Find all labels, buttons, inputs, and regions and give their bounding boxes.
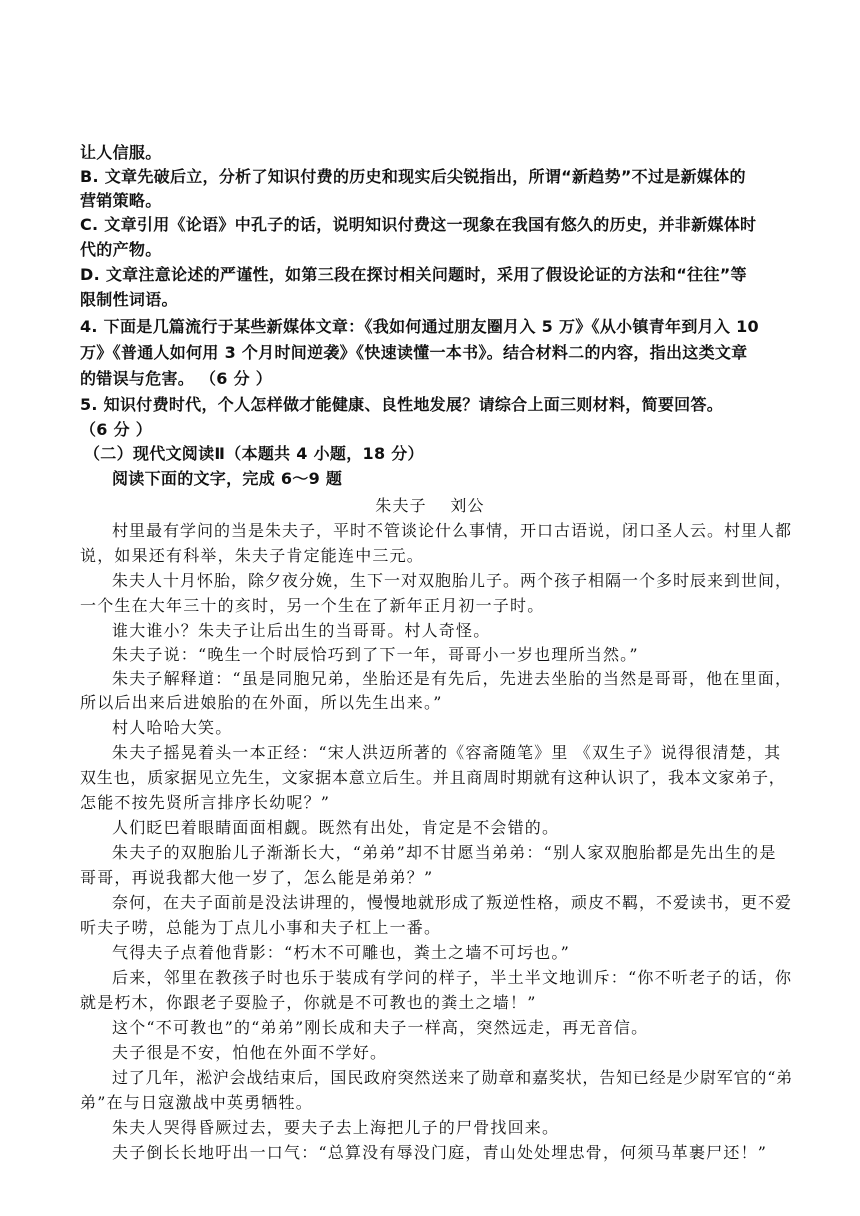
paragraph-line: 朱夫子摇晃着头一本正经：“宋人洪迈所著的《容斋随笔》里 《双生子》说得很清楚，其 xyxy=(112,743,782,762)
article-title: 朱夫子 刘公 xyxy=(375,496,485,515)
text-line: （6 分 ） xyxy=(80,420,153,439)
text-line: 万》《普通人如何用 3 个月时间逆袭》《快速读懂一本书》。结合材料二的内容，指出这类文章 xyxy=(80,343,748,362)
paragraph-line: 就是朽木，你跟老子耍脸子，你就是不可教也的粪土之墙！” xyxy=(80,993,537,1012)
paragraph-line: 过了几年，淞沪会战结束后，国民政府突然送来了勋章和嘉奖状，告知已经是少尉军官的“弟 xyxy=(112,1068,793,1087)
question-4-line: 4. 下面是几篇流行于某些新媒体文章：《我如何通过朋友圈月入 5 万》《从小镇青年到月入 10 xyxy=(80,317,759,336)
instructions: 阅读下面的文字，完成 6～9 题 xyxy=(112,469,343,488)
text-line: 的错误与危害。 （6 分 ） xyxy=(80,369,273,388)
paragraph-line: 说，如果还有科举，朱夫子肯定能连中三元。 xyxy=(80,546,425,565)
paragraph-line: 奈何，在夫子面前是没法讲理的，慢慢地就形成了叛逆性格，顽皮不羁，不爱读书，更不爱 xyxy=(112,893,793,912)
paragraph-line: 村人哈哈大笑。 xyxy=(112,718,233,737)
paragraph-line: 怎能不按先贤所言排序长幼呢？” xyxy=(80,793,331,812)
option-b-line: B. 文章先破后立，分析了知识付费的历史和现实后尖锐指出，所谓“新趋势”不过是新媒体的 xyxy=(80,167,746,186)
paragraph-line: 朱夫人十月怀胎，除夕夜分娩，生下一对双胞胎儿子。两个孩子相隔一个多时辰来到世间， xyxy=(112,571,793,590)
text-line: 营销策略。 xyxy=(80,191,162,210)
paragraph-line: 后来，邻里在教孩子时也乐于装成有学问的样子，半土半文地训斥：“你不听老子的话，你 xyxy=(112,968,793,987)
text-line: 限制性词语。 xyxy=(80,290,178,309)
paragraph-line: 一个生在大年三十的亥时，另一个生在了新年正月初一子时。 xyxy=(80,596,545,615)
option-c-line: C. 文章引用《论语》中孔子的话，说明知识付费这一现象在我国有悠久的历史，并非新媒体时 xyxy=(80,215,757,234)
paragraph-line: 所以后出来后进娘胎的在外面，所以先生出来。” xyxy=(80,693,443,712)
paragraph-line: 朱夫子的双胞胎儿子渐渐长大，“弟弟”却不甘愿当弟弟：“别人家双胞胎都是先出生的是 xyxy=(112,843,777,862)
paragraph-line: 哥哥，再说我都大他一岁了，怎么能是弟弟？” xyxy=(80,868,434,887)
paragraph-line: 人们眨巴着眼睛面面相觑。既然有出处，肯定是不会错的。 xyxy=(112,818,560,837)
paragraph-line: 双生也，质家据见立先生，文家据本意立后生。并且商周时期就有这种认识了，我本文家弟子， xyxy=(80,768,786,787)
paragraph-line: 听夫子唠，总能为丁点儿小事和夫子杠上一番。 xyxy=(80,918,442,937)
paragraph-line: 弟”在与日寇激战中英勇牺牲。 xyxy=(80,1093,313,1112)
text-line: 代的产物。 xyxy=(80,240,162,259)
paragraph-line: 村里最有学问的当是朱夫子，平时不管谈论什么事情，开口古语说，闭口圣人云。村里人都 xyxy=(112,521,793,540)
text-line: 让人信服。 xyxy=(80,143,162,162)
paragraph-line: 夫子很是不安，怕他在外面不学好。 xyxy=(112,1043,388,1062)
paragraph-line: 夫子倒长长地吁出一口气：“总算没有辱没门庭，青山处处埋忠骨，何须马革裹尸还！” xyxy=(112,1143,768,1162)
paragraph-line: 朱夫子说：“晚生一个时辰恰巧到了下一年，哥哥小一岁也理所当然。” xyxy=(112,645,639,664)
section-heading: （二）现代文阅读Ⅱ（本题共 4 小题，18 分） xyxy=(84,444,424,463)
question-5-line: 5. 知识付费时代，个人怎样做才能健康、良性地发展？请综合上面三则材料，简要回答。 xyxy=(80,395,724,414)
paragraph-line: 朱夫子解释道：“虽是同胞兄弟，坐胎还是有先后，先进去坐胎的当然是哥哥，他在里面， xyxy=(112,669,793,688)
option-d-line: D. 文章注意论述的严谨性，如第三段在探讨相关问题时，采用了假设论证的方法和“往往”等 xyxy=(80,265,747,284)
paragraph-line: 气得夫子点着他背影：“朽木不可雕也，粪土之墙不可圬也。” xyxy=(112,943,570,962)
paragraph-line: 谁大谁小？朱夫子让后出生的当哥哥。村人奇怪。 xyxy=(112,621,491,640)
paragraph-line: 这个“不可教也”的“弟弟”刚长成和夫子一样高，突然远走，再无音信。 xyxy=(112,1018,649,1037)
paragraph-line: 朱夫人哭得昏厥过去，要夫子去上海把儿子的尸骨找回来。 xyxy=(112,1118,560,1137)
